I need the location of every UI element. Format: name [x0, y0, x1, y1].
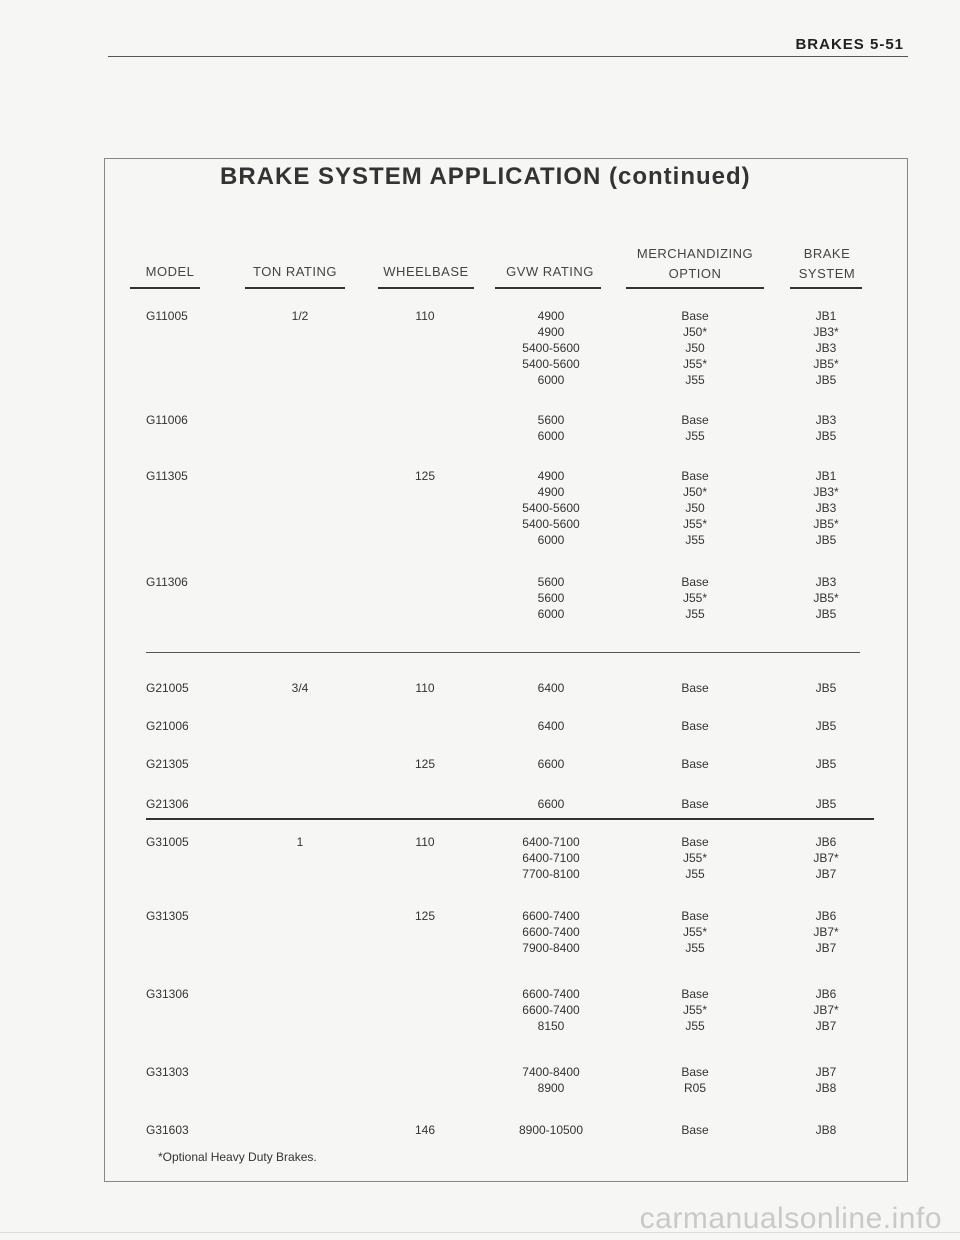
row-model: G11005 — [146, 309, 188, 323]
row-brake-system: JB5 — [815, 719, 837, 733]
section-divider — [146, 818, 874, 820]
column-underline-gvw — [495, 287, 601, 289]
row-wheelbase: 110 — [415, 309, 435, 323]
row-model: G21006 — [146, 719, 189, 733]
row-model: G21305 — [146, 757, 189, 771]
table-title: BRAKE SYSTEM APPLICATION (continued) — [220, 163, 751, 190]
row-ton-rating: 1/2 — [291, 309, 309, 323]
row-model: G11306 — [146, 575, 188, 589]
row-merchandizing-option: Base J55* J55 — [681, 987, 709, 1033]
row-gvw-rating: 6400 — [537, 719, 565, 733]
row-brake-system: JB1 JB3* JB3 JB5* JB5 — [813, 309, 839, 387]
row-merchandizing-option: Base J50* J50 J55* J55 — [681, 309, 709, 387]
column-underline-system — [790, 287, 862, 289]
header-rule — [108, 56, 908, 57]
row-gvw-rating: 6600 — [537, 797, 565, 811]
row-brake-system: JB8 — [815, 1123, 837, 1137]
row-brake-system: JB6 JB7* JB7 — [813, 909, 839, 955]
row-model: G31005 — [146, 835, 189, 849]
column-header-model: MODEL — [145, 264, 195, 279]
row-gvw-rating: 6600 — [537, 757, 565, 771]
column-underline-wheelbase — [378, 287, 474, 289]
row-wheelbase: 125 — [414, 469, 436, 483]
row-merchandizing-option: Base J55* J55 — [681, 909, 709, 955]
row-brake-system: JB7 JB8 — [815, 1065, 837, 1095]
row-gvw-rating: 4900 4900 5400-5600 5400-5600 6000 — [522, 469, 580, 547]
row-gvw-rating: 8900-10500 — [518, 1123, 584, 1137]
row-model: G11006 — [146, 413, 188, 427]
row-wheelbase: 125 — [414, 909, 436, 923]
row-brake-system: JB5 — [815, 797, 837, 811]
row-merchandizing-option: Base — [681, 719, 709, 733]
footnote: *Optional Heavy Duty Brakes. — [158, 1150, 317, 1164]
column-header-gvw: GVW RATING — [506, 264, 594, 279]
column-underline-ton — [245, 287, 345, 289]
row-gvw-rating: 5600 6000 — [537, 413, 565, 443]
column-underline-option — [626, 287, 764, 289]
row-merchandizing-option: Base — [681, 797, 709, 811]
row-brake-system: JB3 JB5 — [815, 413, 837, 443]
row-gvw-rating: 6400-7100 6400-7100 7700-8100 — [522, 835, 580, 881]
row-merchandizing-option: Base — [681, 757, 709, 771]
row-merchandizing-option: Base J55* J55 — [681, 835, 709, 881]
column-header-wheelbase: WHEELBASE — [383, 264, 469, 279]
row-model: G21306 — [146, 797, 189, 811]
row-merchandizing-option: Base — [681, 1123, 709, 1137]
row-model: G21005 — [146, 681, 189, 695]
row-model: G31603 — [146, 1123, 189, 1137]
row-merchandizing-option: Base J50* J50 J55* J55 — [681, 469, 709, 547]
row-ton-rating: 3/4 — [291, 681, 309, 695]
row-brake-system: JB6 JB7* JB7 — [813, 987, 839, 1033]
row-merchandizing-option: Base J55 — [681, 413, 709, 443]
row-wheelbase: 125 — [414, 757, 436, 771]
section-divider — [146, 652, 860, 653]
page-header: BRAKES 5-51 — [795, 36, 904, 53]
row-merchandizing-option: Base J55* J55 — [681, 575, 709, 621]
row-brake-system: JB3 JB5* JB5 — [813, 575, 839, 621]
row-gvw-rating: 4900 4900 5400-5600 5400-5600 6000 — [522, 309, 580, 387]
column-header-option: MERCHANDIZING OPTION — [636, 246, 754, 281]
row-gvw-rating: 7400-8400 8900 — [522, 1065, 580, 1095]
row-model: G31305 — [146, 909, 189, 923]
row-gvw-rating: 5600 5600 6000 — [537, 575, 565, 621]
row-model: G31306 — [146, 987, 189, 1001]
row-wheelbase: 146 — [414, 1123, 436, 1137]
row-model: G11305 — [146, 469, 188, 483]
column-header-system: BRAKE SYSTEM — [798, 246, 856, 281]
column-header-ton: TON RATING — [253, 264, 337, 279]
row-gvw-rating: 6600-7400 6600-7400 8150 — [522, 987, 580, 1033]
column-underline-model — [130, 287, 200, 289]
row-wheelbase: 110 — [415, 681, 435, 695]
row-gvw-rating: 6600-7400 6600-7400 7900-8400 — [522, 909, 580, 955]
row-brake-system: JB6 JB7* JB7 — [813, 835, 839, 881]
row-gvw-rating: 6400 — [537, 681, 565, 695]
row-brake-system: JB5 — [815, 681, 837, 695]
row-ton-rating: 1 — [296, 835, 304, 849]
row-model: G31303 — [146, 1065, 189, 1079]
row-wheelbase: 110 — [415, 835, 435, 849]
row-merchandizing-option: Base — [681, 681, 709, 695]
row-brake-system: JB5 — [815, 757, 837, 771]
row-merchandizing-option: Base R05 — [681, 1065, 709, 1095]
watermark: carmanualsonline.info — [639, 1202, 942, 1235]
row-brake-system: JB1 JB3* JB3 JB5* JB5 — [813, 469, 839, 547]
